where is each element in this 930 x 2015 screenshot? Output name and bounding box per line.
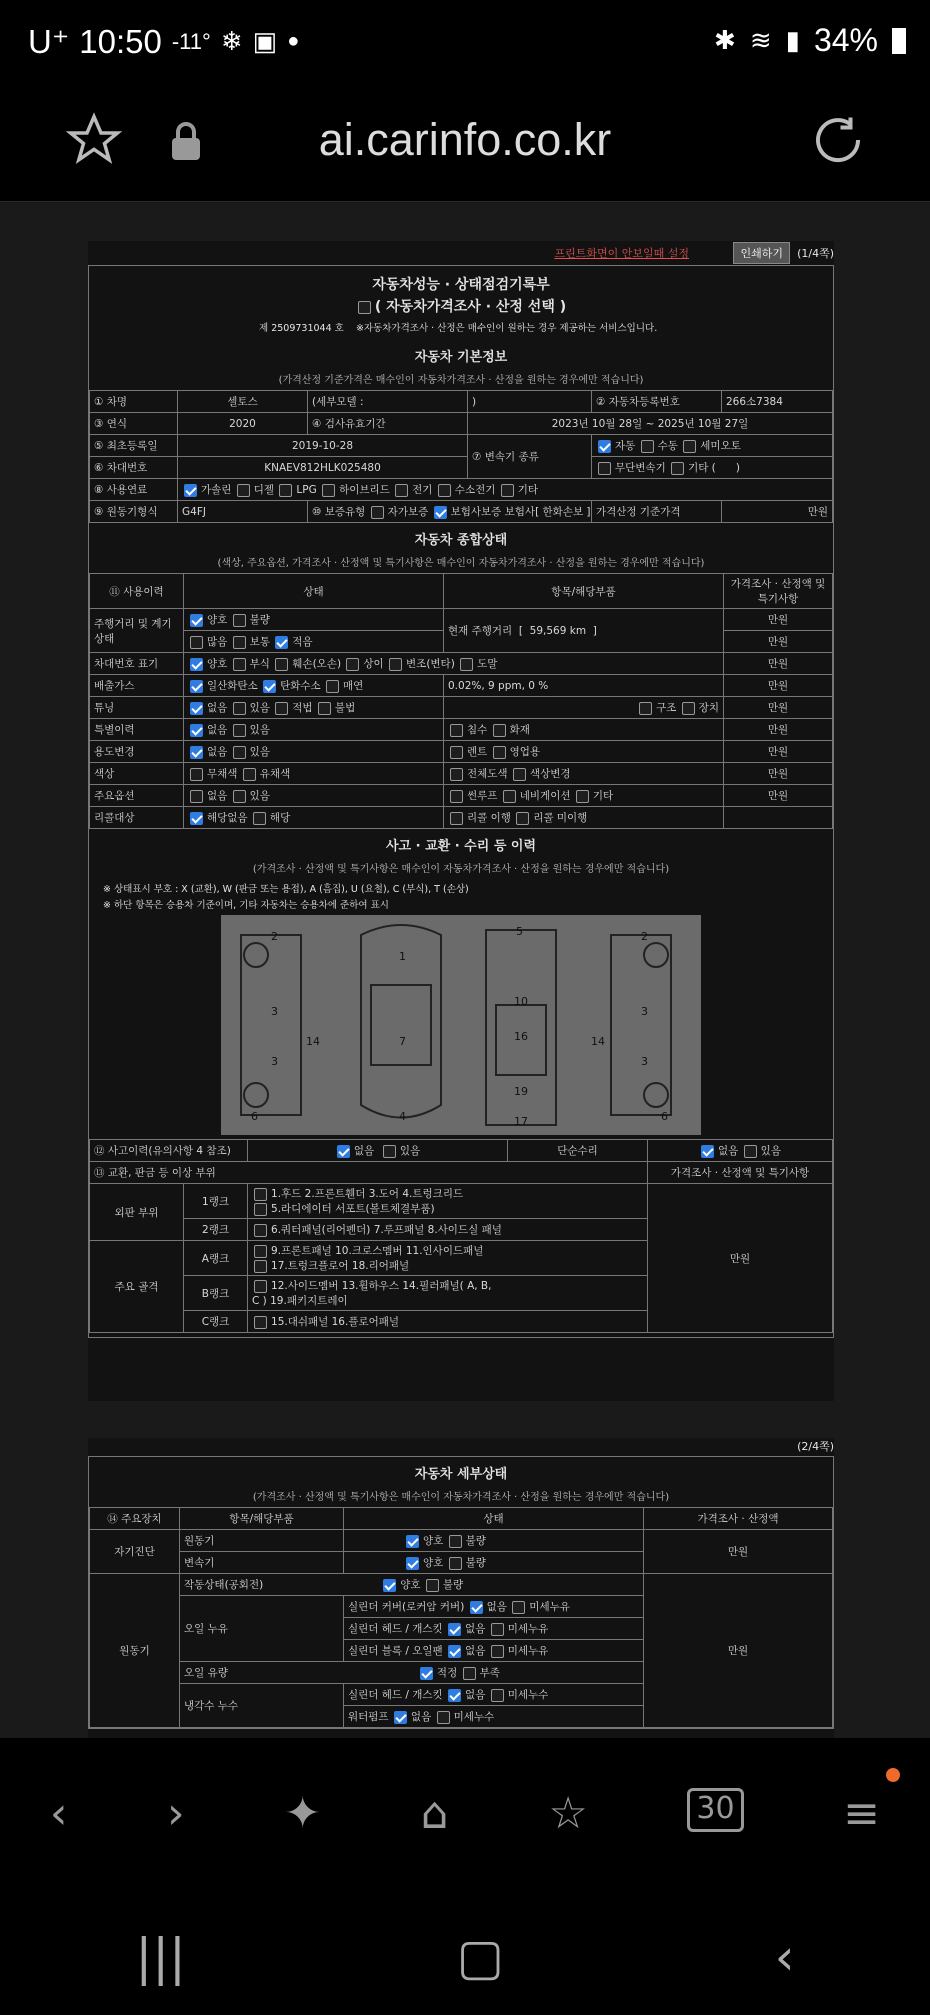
row-label: 튜닝 bbox=[90, 697, 184, 719]
url-text[interactable]: ai.carinfo.co.kr bbox=[318, 114, 612, 165]
section-detail-header: 자동차 세부상태 bbox=[414, 1467, 508, 1482]
checkbox[interactable] bbox=[346, 658, 359, 671]
checkbox[interactable] bbox=[438, 484, 451, 497]
rank-label: A랭크 bbox=[184, 1241, 248, 1276]
carrier-label: U⁺ bbox=[28, 23, 70, 60]
page-indicator: (1/4쪽) bbox=[797, 247, 834, 260]
value: 2023년 10월 28일 ~ 2025년 10월 27일 bbox=[468, 413, 833, 435]
checkbox[interactable] bbox=[420, 1667, 433, 1680]
value: 셀토스 bbox=[178, 391, 308, 413]
checkbox[interactable] bbox=[254, 1245, 267, 1258]
checkbox[interactable] bbox=[275, 702, 288, 715]
forward-icon[interactable]: › bbox=[167, 1788, 185, 1839]
system-back-icon[interactable]: ‹ bbox=[774, 1928, 795, 1986]
checkbox[interactable] bbox=[406, 1535, 419, 1548]
svg-text:19: 19 bbox=[514, 1085, 528, 1098]
row-label: 특별이력 bbox=[90, 719, 184, 741]
checkbox[interactable] bbox=[190, 680, 203, 693]
checkbox[interactable] bbox=[449, 1557, 462, 1570]
checkbox[interactable] bbox=[253, 812, 266, 825]
checkbox[interactable] bbox=[263, 680, 276, 693]
checkbox[interactable] bbox=[701, 1145, 714, 1158]
page-indicator: (2/4쪽) bbox=[797, 1440, 834, 1453]
checkbox[interactable] bbox=[254, 1203, 267, 1216]
web-page bbox=[0, 203, 930, 1738]
checkbox[interactable] bbox=[501, 484, 514, 497]
section-basic-header: 자동차 기본정보 bbox=[414, 350, 508, 365]
section-basic-sub: (가격산정 기준가격은 매수인이 자동차가격조사 · 산정을 원하는 경우에만 적습니다) bbox=[278, 375, 644, 386]
value: 만원 bbox=[724, 675, 833, 697]
back-icon[interactable]: ‹ bbox=[49, 1788, 68, 1839]
checkbox[interactable] bbox=[190, 658, 203, 671]
column-header: ⑪ 사용이력 bbox=[90, 574, 184, 609]
checkbox[interactable] bbox=[371, 506, 384, 519]
checkbox[interactable] bbox=[434, 506, 447, 519]
svg-text:5: 5 bbox=[516, 925, 523, 938]
value: 만원 bbox=[648, 1184, 833, 1333]
doc-subtitle: ( 자동차가격조사 · 산정 선택 ) bbox=[89, 294, 833, 318]
doc-number: 제 2509731044 호 bbox=[259, 323, 344, 334]
svg-text:14: 14 bbox=[306, 1035, 320, 1048]
svg-text:14: 14 bbox=[591, 1035, 605, 1048]
column-header: 가격조사 · 산정액 및 특기사항 bbox=[724, 574, 833, 609]
row-label: 원동기 bbox=[90, 1574, 180, 1728]
value: 만원 bbox=[724, 653, 833, 675]
value: 만원 bbox=[724, 609, 833, 631]
browser-address-bar bbox=[0, 90, 930, 202]
print-setting-link[interactable]: 프린트화면이 안보일때 설정 bbox=[554, 247, 689, 260]
home-button-icon[interactable]: ▢ bbox=[456, 1928, 504, 1986]
checkbox[interactable] bbox=[516, 812, 529, 825]
checkbox[interactable] bbox=[450, 724, 463, 737]
row-label: 색상 bbox=[90, 763, 184, 785]
column-header: ⑭ 주요장치 bbox=[90, 1508, 180, 1530]
value: 만원 bbox=[724, 741, 833, 763]
recent-apps-icon[interactable]: ||| bbox=[135, 1928, 186, 1986]
checkbox[interactable] bbox=[448, 1623, 461, 1636]
checkbox[interactable] bbox=[237, 484, 250, 497]
value: KNAEV812HLK025480 bbox=[178, 457, 468, 479]
checkbox[interactable] bbox=[513, 768, 526, 781]
checkbox[interactable] bbox=[254, 1316, 267, 1329]
row-label: 변속기 bbox=[180, 1552, 344, 1574]
value: 만원 bbox=[724, 719, 833, 741]
checkbox[interactable] bbox=[683, 440, 696, 453]
svg-text:16: 16 bbox=[514, 1030, 528, 1043]
checkbox[interactable] bbox=[448, 1689, 461, 1702]
rank-label: 1랭크 bbox=[184, 1184, 248, 1219]
checkbox[interactable] bbox=[450, 768, 463, 781]
reload-icon[interactable] bbox=[808, 110, 868, 170]
column-header: 항목/해당부품 bbox=[180, 1508, 344, 1530]
svg-text:1: 1 bbox=[399, 950, 406, 963]
checkbox[interactable] bbox=[190, 790, 203, 803]
checkbox[interactable] bbox=[275, 636, 288, 649]
checkbox[interactable] bbox=[450, 746, 463, 759]
rank-label: 2랭크 bbox=[184, 1219, 248, 1241]
car-part-diagram bbox=[221, 915, 701, 1135]
checkbox[interactable] bbox=[470, 1601, 483, 1614]
checkbox[interactable] bbox=[744, 1145, 757, 1158]
print-button[interactable]: 인쇄하기 bbox=[733, 242, 790, 264]
checkbox[interactable] bbox=[190, 746, 203, 759]
checkbox[interactable] bbox=[641, 440, 654, 453]
label: ⑧ 사용연료 bbox=[90, 479, 178, 501]
checkbox[interactable] bbox=[394, 1711, 407, 1724]
checkbox[interactable] bbox=[383, 1145, 396, 1158]
value: 266소7384 bbox=[722, 391, 833, 413]
row-label: 배출가스 bbox=[90, 675, 184, 697]
checkbox[interactable] bbox=[493, 724, 506, 737]
browser-nav-bar bbox=[0, 1738, 930, 2015]
checkbox[interactable] bbox=[682, 702, 695, 715]
row-label: 주요 골격 bbox=[90, 1241, 184, 1333]
value: 2020 bbox=[178, 413, 308, 435]
home-icon[interactable]: ⌂ bbox=[420, 1788, 449, 1839]
checkbox[interactable] bbox=[254, 1280, 267, 1293]
row-label: ⑬ 교환, 판금 등 이상 부위 bbox=[90, 1162, 648, 1184]
checkbox[interactable] bbox=[576, 790, 589, 803]
clock: 10:50 bbox=[79, 22, 162, 60]
svg-text:3: 3 bbox=[641, 1055, 648, 1068]
checkbox[interactable] bbox=[326, 680, 339, 693]
checkbox[interactable] bbox=[254, 1260, 267, 1273]
accident-note-2: ※ 하단 항목은 승용차 기준이며, 기타 자동차는 승용차에 준하여 표시 bbox=[103, 900, 389, 911]
column-header: 가격조사 · 산정액 bbox=[644, 1508, 833, 1530]
car-outline-icon bbox=[221, 915, 701, 1135]
value: 만원 bbox=[724, 697, 833, 719]
signal-icon: ▮ bbox=[785, 25, 800, 55]
checkbox[interactable] bbox=[243, 768, 256, 781]
accident-note-1: ※ 상태표시 부호 : X (교환), W (판금 또는 용접), A (흠집), U (요철), C (부식), T (손상) bbox=[103, 884, 469, 895]
section-overall-sub: (색상, 주요옵션, 가격조사 · 산정액 및 특기사항은 매수인이 자동차가격조사 · 산정을 원하는 경우에만 적습니다) bbox=[217, 558, 705, 569]
value: 만원 bbox=[724, 763, 833, 785]
section-accident-sub: (가격조사 · 산정액 및 특기사항은 매수인이 자동차가격조사 · 산정을 원하는 경우에만 적습니다) bbox=[252, 864, 670, 875]
label: ⑦ 변속기 종류 bbox=[468, 435, 592, 479]
checkbox[interactable] bbox=[190, 812, 203, 825]
row-label: 리콜대상 bbox=[90, 807, 184, 829]
column-header: 상태 bbox=[184, 574, 444, 609]
checkbox[interactable] bbox=[491, 1623, 504, 1636]
svg-text:6: 6 bbox=[661, 1110, 668, 1123]
checkbox[interactable] bbox=[254, 1188, 267, 1201]
svg-text:3: 3 bbox=[641, 1005, 648, 1018]
value: 만원 bbox=[724, 785, 833, 807]
checkbox[interactable] bbox=[190, 702, 203, 715]
section-accident-header: 사고 · 교환 · 수리 등 이력 bbox=[385, 839, 537, 854]
checkbox[interactable] bbox=[448, 1645, 461, 1658]
row-label: 원동기 bbox=[180, 1530, 344, 1552]
section-overall-header: 자동차 종합상태 bbox=[414, 533, 508, 548]
accident-table: ⑫ 사고이력(유의사항 4 참조) 없음 있음 단순수리 없음 있음 ⑬ 교환, 판금 등 이상 부위 가격조사 · 산정액 및 특기사항 외판 부위 1랭크 1.후드 2.프론트휀더 3.도어 4.트렁크리드 5.라디에이터 서포트(볼트체결부품) 만원 2랭크 6.쿼터패널(리어펜더) 7.루프패널 8.사이드실 패널 주요 골격 A랭크 9.프론트패널 10.크로스멤버 11.인사이드패널 17.트렁크플로어 18.리어패널 B랭크 12.사이드멤버 13.휠하우스 14.필러패널( A, B, C ) 19.패키지트레이 C랭크 15.대쉬패널 16.플로어패널 bbox=[89, 1139, 833, 1333]
row-label: 단순수리 bbox=[508, 1140, 648, 1162]
checkbox[interactable] bbox=[337, 1145, 350, 1158]
row-label: ⑫ 사고이력(유의사항 4 참조) bbox=[90, 1140, 248, 1162]
status-bar bbox=[0, 0, 930, 90]
svg-text:4: 4 bbox=[399, 1110, 406, 1123]
value: 자동 수동 세미오토 bbox=[592, 435, 833, 457]
checkbox[interactable] bbox=[389, 658, 402, 671]
checkbox[interactable] bbox=[463, 1667, 476, 1680]
row-label: 차대번호 표기 bbox=[90, 653, 184, 675]
label: ⑥ 차대번호 bbox=[90, 457, 178, 479]
checkbox[interactable] bbox=[184, 484, 197, 497]
doc-note: ※자동차가격조사 · 산정은 매수인이 원하는 경우 제공하는 서비스입니다. bbox=[355, 323, 658, 334]
value: 가솔린 디젤 LPG 하이브리드 전기 수소전기 기타 bbox=[178, 479, 833, 501]
label: ② 자동차등록번호 bbox=[592, 391, 722, 413]
checkbox[interactable] bbox=[254, 1224, 267, 1237]
gallery-icon: ▣ bbox=[252, 26, 278, 56]
checkbox[interactable] bbox=[318, 702, 331, 715]
temperature: -11° bbox=[171, 28, 211, 54]
checkbox[interactable] bbox=[190, 614, 203, 627]
svg-text:7: 7 bbox=[399, 1035, 406, 1048]
checkbox[interactable] bbox=[233, 790, 246, 803]
notification-dot-icon bbox=[886, 1768, 900, 1782]
checkbox[interactable] bbox=[233, 724, 246, 737]
checkbox[interactable] bbox=[383, 1579, 396, 1592]
checkbox[interactable] bbox=[450, 790, 463, 803]
ai-sparkle-icon[interactable]: ✦ bbox=[284, 1788, 322, 1839]
checkbox[interactable] bbox=[493, 746, 506, 759]
value: 2019-10-28 bbox=[178, 435, 468, 457]
checkbox[interactable] bbox=[598, 440, 611, 453]
value: 만원 bbox=[724, 631, 833, 653]
basic-info-table bbox=[89, 390, 833, 523]
section-detail-sub: (가격조사 · 산정액 및 특기사항은 매수인이 자동차가격조사 · 산정을 원하는 경우에만 적습니다) bbox=[252, 1492, 670, 1503]
row-label: 주요옵션 bbox=[90, 785, 184, 807]
checkbox[interactable] bbox=[190, 768, 203, 781]
checkbox[interactable] bbox=[275, 658, 288, 671]
menu-icon[interactable]: ≡ bbox=[843, 1788, 881, 1839]
checkbox[interactable] bbox=[233, 746, 246, 759]
value: ⑩ 보증유형 자가보증 보험사보증 보험사[ 한화손보 ] bbox=[308, 501, 592, 523]
tabs-icon[interactable]: 30 bbox=[687, 1788, 743, 1832]
value: 만원 bbox=[644, 1530, 833, 1574]
doc-title: 자동차성능 · 상태점검기록부 bbox=[372, 277, 550, 293]
checkbox[interactable] bbox=[233, 702, 246, 715]
row-label: 냉각수 누수 bbox=[180, 1684, 344, 1728]
notification-dot-icon: ● bbox=[287, 30, 300, 52]
rank-label: B랭크 bbox=[184, 1276, 248, 1311]
battery-icon bbox=[892, 28, 906, 54]
svg-text:2: 2 bbox=[641, 930, 648, 943]
label: ③ 연식 bbox=[90, 413, 178, 435]
label: ⑤ 최초등록일 bbox=[90, 435, 178, 457]
checkbox[interactable] bbox=[450, 812, 463, 825]
label: ⑨ 원동기형식 bbox=[90, 501, 178, 523]
checkbox[interactable] bbox=[233, 658, 246, 671]
value: 만원 bbox=[644, 1574, 833, 1728]
checkbox[interactable] bbox=[426, 1579, 439, 1592]
value: 만원 bbox=[722, 501, 833, 523]
row-label: 오일 누유 bbox=[180, 1596, 344, 1662]
price-check-checkbox[interactable] bbox=[358, 301, 371, 314]
battery-percent: 34% bbox=[813, 22, 878, 58]
detail-table: ⑭ 주요장치 항목/해당부품 상태 가격조사 · 산정액 자기진단 원동기 양호 불량 만원 변속기 양호 불량 원동기 작동상태(공회전) 양호 불량 만원 오일 누유 실린더 커버(로커암 커버) 없음 미세누유 실린더 헤드 / 개스킷 없음 미세누유 실린더 블록 / 오일팬 없음 미세누유 오일 유량 적정 부족 냉각수 누수 실린더 헤드 / 개스킷 없음 미세누수 워터펌프 없음 미세누수 bbox=[89, 1507, 833, 1728]
overall-table: ⑪ 사용이력 상태 항목/해당부품 가격조사 · 산정액 및 특기사항 주행거리 및 계기상태 양호 불량 현재 주행거리 [ 59,569 km ] 만원 많음 보통 적음 만원 차대번호 표기 양호 부식 훼손(오손) 상이 변조(변타) 도말 만원 배출가스 일산화탄소 탄화수소 매연 0.02%, 9 ppm, 0 % 만원 튜닝 없음 있음 적법 불법 구조 장치 만원 특별이력 없음 있음 침수 화재 만원 용도변경 없음 있음 렌트 영업용 만원 색상 무채색 유채색 전체도색 색상변경 만원 주요옵션 없음 있음 썬루프 네비게이션 기타 만원 리콜대상 해당없음 해당 리콜 이행 리콜 미이행 bbox=[89, 573, 833, 829]
label: ④ 검사유효기간 bbox=[308, 413, 468, 435]
checkbox[interactable] bbox=[437, 1711, 450, 1724]
checkbox[interactable] bbox=[190, 636, 203, 649]
checkbox[interactable] bbox=[512, 1601, 525, 1614]
column-header: 가격조사 · 산정액 및 특기사항 bbox=[648, 1162, 833, 1184]
checkbox[interactable] bbox=[671, 462, 684, 475]
checkbox[interactable] bbox=[279, 484, 292, 497]
checkbox[interactable] bbox=[491, 1689, 504, 1702]
column-header: 항목/해당부품 bbox=[444, 574, 724, 609]
rank-label: C랭크 bbox=[184, 1311, 248, 1333]
checkbox[interactable] bbox=[395, 484, 408, 497]
row-label: 외판 부위 bbox=[90, 1184, 184, 1241]
checkbox[interactable] bbox=[503, 790, 516, 803]
wifi-icon: ≋ bbox=[749, 25, 772, 55]
row-label: 주행거리 및 계기상태 bbox=[90, 609, 184, 653]
checkbox[interactable] bbox=[449, 1535, 462, 1548]
svg-text:6: 6 bbox=[251, 1110, 258, 1123]
svg-text:3: 3 bbox=[271, 1005, 278, 1018]
checkbox[interactable] bbox=[491, 1645, 504, 1658]
label: ) bbox=[468, 391, 592, 413]
inspection-page-2 bbox=[88, 1438, 834, 1738]
value: 0.02%, 9 ppm, 0 % bbox=[444, 675, 724, 697]
checkbox[interactable] bbox=[233, 636, 246, 649]
label: ① 차명 bbox=[90, 391, 178, 413]
row-label: 용도변경 bbox=[90, 741, 184, 763]
value: G4FJ bbox=[178, 501, 308, 523]
svg-text:17: 17 bbox=[514, 1115, 528, 1128]
label: 가격산정 기준가격 bbox=[592, 501, 722, 523]
checkbox[interactable] bbox=[322, 484, 335, 497]
inspection-page-1 bbox=[88, 241, 834, 1401]
checkbox[interactable] bbox=[598, 462, 611, 475]
checkbox[interactable] bbox=[406, 1557, 419, 1570]
checkbox[interactable] bbox=[190, 724, 203, 737]
checkbox[interactable] bbox=[639, 702, 652, 715]
checkbox[interactable] bbox=[460, 658, 473, 671]
label: (세부모델 : bbox=[308, 391, 468, 413]
bookmarks-icon[interactable]: ☆ bbox=[548, 1788, 588, 1839]
column-header: 상태 bbox=[344, 1508, 644, 1530]
checkbox[interactable] bbox=[233, 614, 246, 627]
svg-text:3: 3 bbox=[271, 1055, 278, 1068]
bluetooth-icon: ✱ bbox=[714, 25, 736, 55]
weather-icon: ❄ bbox=[220, 26, 243, 56]
row-label: 자기진단 bbox=[90, 1530, 180, 1574]
svg-text:10: 10 bbox=[514, 995, 528, 1008]
value: 무단변속기 기타 ( ) bbox=[592, 457, 833, 479]
svg-text:2: 2 bbox=[271, 930, 278, 943]
